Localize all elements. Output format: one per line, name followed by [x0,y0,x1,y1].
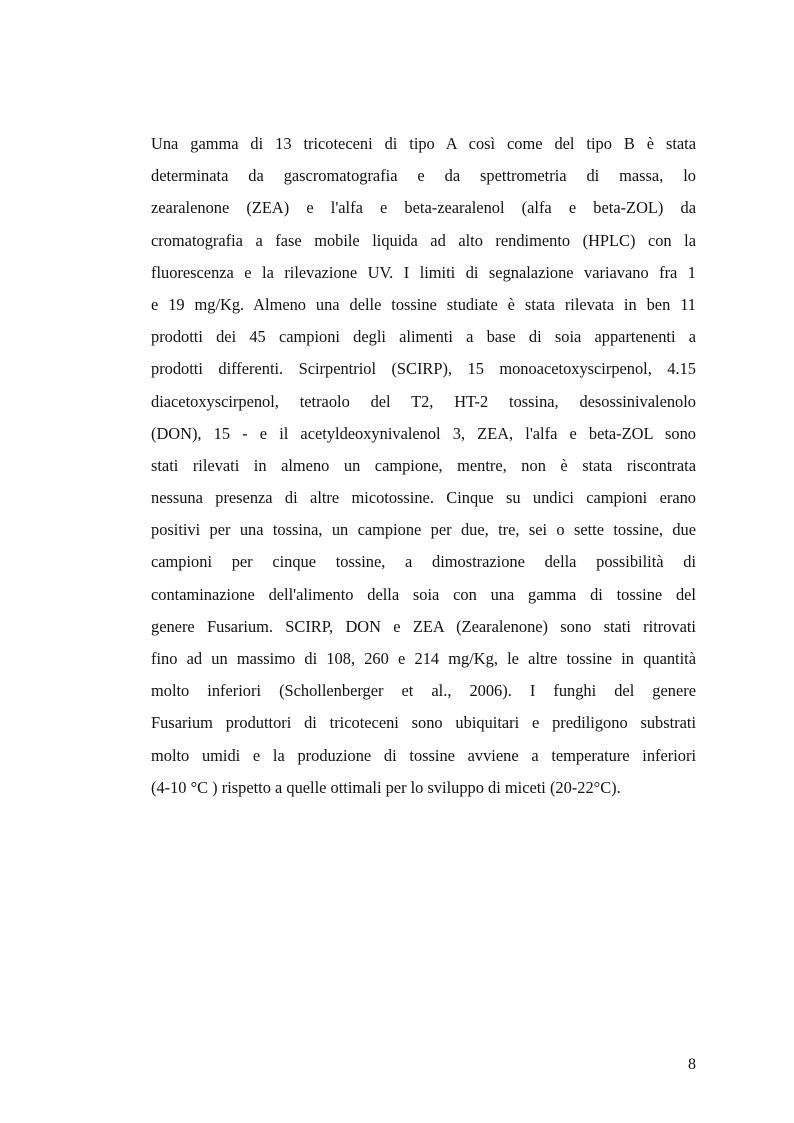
paragraph-line: prodotti dei 45 campioni degli alimenti a base di soia appartenenti a [151,327,696,347]
paragraph-line: prodotti differenti. Scirpentriol (SCIRP), 15 monoacetoxyscirpenol, 4.15 [151,359,696,379]
paragraph-line: cromatografia a fase mobile liquida ad alto rendimento (HPLC) con la [151,230,696,250]
paragraph-line: molto inferiori (Schollenberger et al., 2006). I funghi del genere [151,681,696,701]
paragraph-line: genere Fusarium. SCIRP, DON e ZEA (Zearalenone) sono stati ritrovati [151,616,696,636]
paragraph-line: fluorescenza e la rilevazione UV. I limiti di segnalazione variavano fra 1 [151,262,696,282]
paragraph-line: zearalenone (ZEA) e l'alfa e beta-zearalenol (alfa e beta-ZOL) da [151,198,696,218]
paragraph-line: (4-10 °C ) rispetto a quelle ottimali per lo sviluppo di miceti (20-22°C). [151,777,621,797]
paragraph-line: contaminazione dell'alimento della soia con una gamma di tossine del [151,584,696,604]
paragraph-line: Fusarium produttori di tricoteceni sono ubiquitari e prediligono substrati [151,713,696,733]
paragraph-line: campioni per cinque tossine, a dimostrazione della possibilità di [151,552,696,572]
paragraph-line: stati rilevati in almeno un campione, mentre, non è stata riscontrata [151,455,696,475]
body-paragraph [151,128,696,804]
paragraph-line: Una gamma di 13 tricoteceni di tipo A così come del tipo B è stata [151,134,696,153]
paragraph-line: molto umidi e la produzione di tossine avviene a temperature inferiori [151,745,696,765]
paragraph-line: diacetoxyscirpenol, tetraolo del T2, HT-2 tossina, desossinivalenolo [151,391,696,411]
paragraph-line: positivi per una tossina, un campione per due, tre, sei o sette tossine, due [151,520,696,540]
paragraph-line: e 19 mg/Kg. Almeno una delle tossine studiate è stata rilevata in ben 11 [151,294,696,314]
paragraph-line: (DON), 15 - e il acetyldeoxynivalenol 3, ZEA, l'alfa e beta-ZOL sono [151,423,696,443]
paragraph-line: determinata da gascromatografia e da spettrometria di massa, lo [151,166,696,186]
page-number: 8 [688,1056,696,1073]
paragraph-line: fino ad un massimo di 108, 260 e 214 mg/Kg, le altre tossine in quantità [151,649,696,668]
paragraph-line: nessuna presenza di altre micotossine. Cinque su undici campioni erano [151,488,696,508]
